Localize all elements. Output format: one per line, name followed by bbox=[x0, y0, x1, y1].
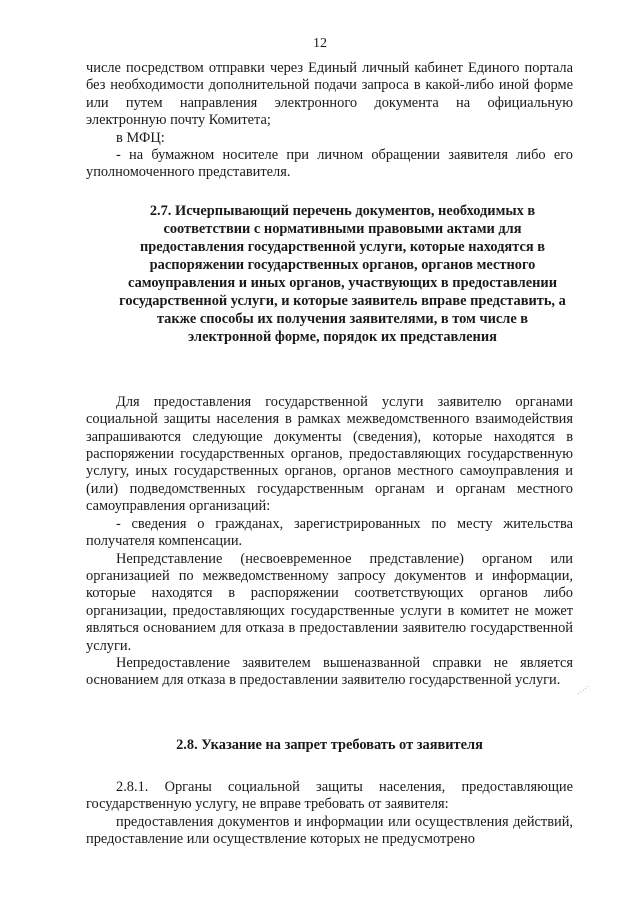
paragraph-citizen-info: - сведения о гражданах, зарегистрированных по месту жительства получателя компенсации. bbox=[86, 515, 573, 550]
paragraph-delivery-methods: числе посредством отправки через Единый личный кабинет Единого портала без необходимости дополнительной подачи запроса в какой-либо иной форме или путем направления электронного документа на официальную электронную почту Комитета; bbox=[86, 60, 573, 129]
paragraph-nonsubmission-applicant: Непредоставление заявителем вышеназванной справки не является основанием для отказа в предоставлении заявителю государственной услуги. bbox=[86, 654, 573, 689]
paragraph-2-8-1: 2.8.1. Органы социальной защиты населения, предоставляющие государственную услугу, не вправе требовать от заявителя: bbox=[86, 778, 573, 813]
section-2-8-heading: 2.8. Указание на запрет требовать от заявителя bbox=[176, 736, 483, 753]
scan-speck-icon bbox=[576, 684, 590, 696]
paragraph-prohibited-requirements: предоставления документов и информации или осуществления действий, предоставление или осуществление которых не предусмотрено bbox=[86, 813, 573, 847]
document-body bbox=[86, 60, 573, 848]
paragraph-interagency-documents: Для предоставления государственной услуги заявителю органами социальной защиты населения в рамках межведомственного взаимодействия запрашиваются следующие документы (сведения), которые находятся в распоряжении государственных органов, предоставляющих государственную услугу, иных государственных органов, органов местного самоуправления и (или) подведомственных государственным органам и органам местного самоуправления организаций: bbox=[86, 393, 573, 515]
paragraph-paper-submission: - на бумажном носителе при личном обращении заявителя либо его уполномоченного представителя. bbox=[86, 147, 573, 181]
page-number: 12 bbox=[313, 36, 327, 51]
paragraph-mfc: в МФЦ: bbox=[116, 129, 165, 146]
paragraph-nonsubmission-agency: Непредставление (несвоевременное представление) органом или организацией по межведомственному запросу документов и информации, которые находятся в распоряжении соответствующих органов либо организации, предоставляющих государственные услуги в комитет не может являться основанием для отказа в предоставлении заявителю государственной услуги. bbox=[86, 550, 573, 654]
spacer bbox=[86, 346, 573, 394]
section-2-7-heading: 2.7. Исчерпывающий перечень документов, необходимых в соответствии с нормативными правовыми актами для предоставления государственной услуги, которые находятся в распоряжении государственных органов, органов местного самоуправления и иных органов, участвующих в предоставлении государственной услуги, и которые заявитель вправе представить, а также способы их получения заявителями, в том числе в электронной форме, порядок их представления bbox=[119, 202, 566, 345]
